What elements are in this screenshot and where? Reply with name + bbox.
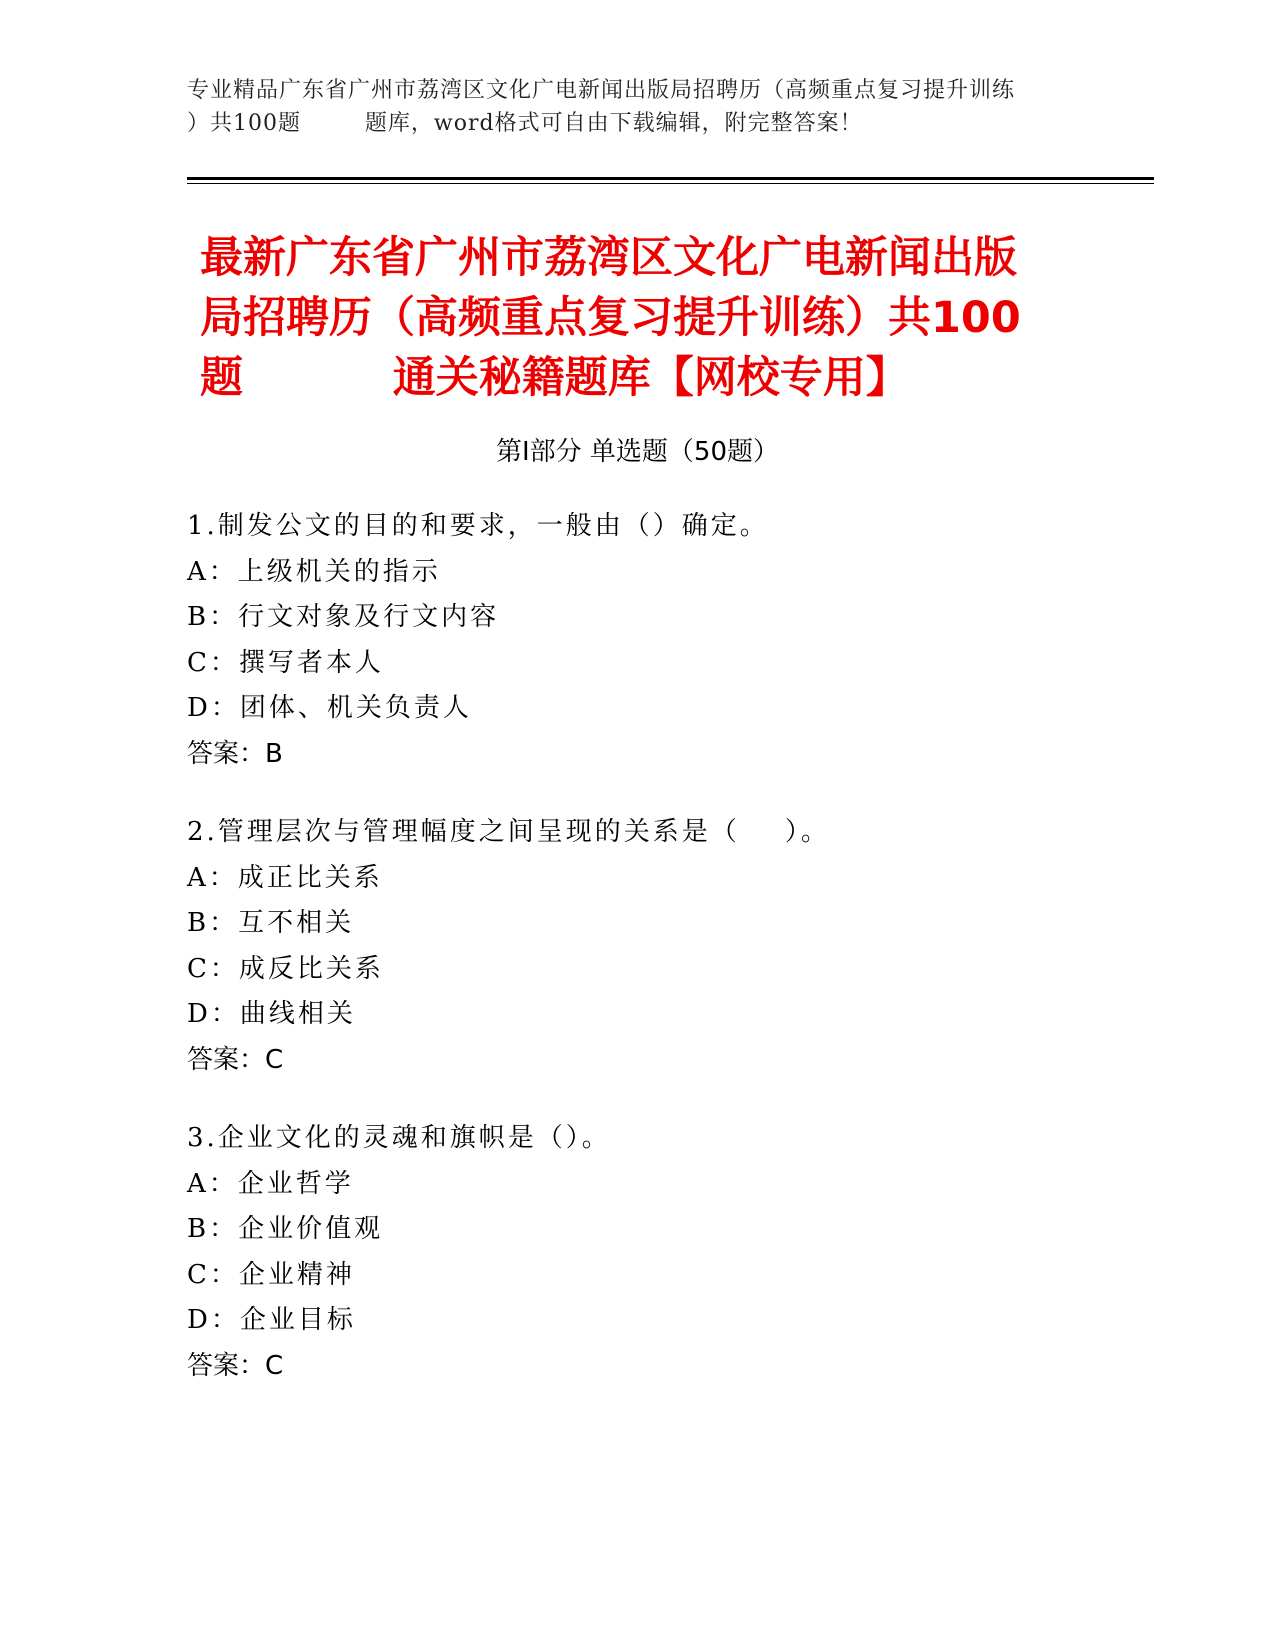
question-1: [187, 504, 1087, 778]
question-2: [187, 810, 1087, 1084]
option-c: C：企业精神: [187, 1259, 355, 1290]
question-stem: 3.企业文化的灵魂和旗帜是（）。: [187, 1123, 611, 1153]
answer: 答案：C: [187, 1350, 284, 1381]
document-title-line-2: 局招聘历（高频重点复习提升训练）共100: [200, 293, 1021, 343]
document-title-line-3: 题 通关秘籍题库【网校专用】: [200, 353, 909, 403]
question-stem: 1.制发公文的目的和要求，一般由（）确定。: [187, 511, 769, 541]
header-note-line-1: 专业精品广东省广州市荔湾区文化广电新闻出版局招聘历（高频重点复习提升训练: [187, 78, 1016, 103]
header-divider-thin: [187, 183, 1154, 184]
section-title: 第Ⅰ部分 单选题（50题）: [495, 437, 780, 467]
option-d: D：曲线相关: [187, 999, 356, 1030]
option-d: D：团体、机关负责人: [187, 693, 472, 724]
option-c: C：撰写者本人: [187, 647, 384, 678]
header-note: [187, 74, 1087, 140]
option-d: D：企业目标: [187, 1305, 356, 1336]
option-c: C：成反比关系: [187, 953, 384, 984]
answer: 答案：B: [187, 738, 283, 769]
document-title: [200, 228, 1120, 408]
question-stem: 2.管理层次与管理幅度之间呈现的关系是（ ）。: [187, 817, 830, 847]
header-note-line-2: ）共100题 题库，word格式可自由下载编辑，附完整答案！: [187, 111, 863, 136]
option-b: B：互不相关: [187, 908, 355, 939]
option-a: A：成正比关系: [187, 862, 383, 893]
header-divider-thick: [187, 177, 1154, 180]
document-title-line-1: 最新广东省广州市荔湾区文化广电新闻出版: [200, 233, 1017, 283]
option-a: A：企业哲学: [187, 1168, 354, 1199]
option-b: B：行文对象及行文内容: [187, 602, 500, 633]
question-3: [187, 1116, 1087, 1390]
answer: 答案：C: [187, 1044, 284, 1075]
option-b: B：企业价值观: [187, 1214, 384, 1245]
option-a: A：上级机关的指示: [187, 556, 441, 587]
